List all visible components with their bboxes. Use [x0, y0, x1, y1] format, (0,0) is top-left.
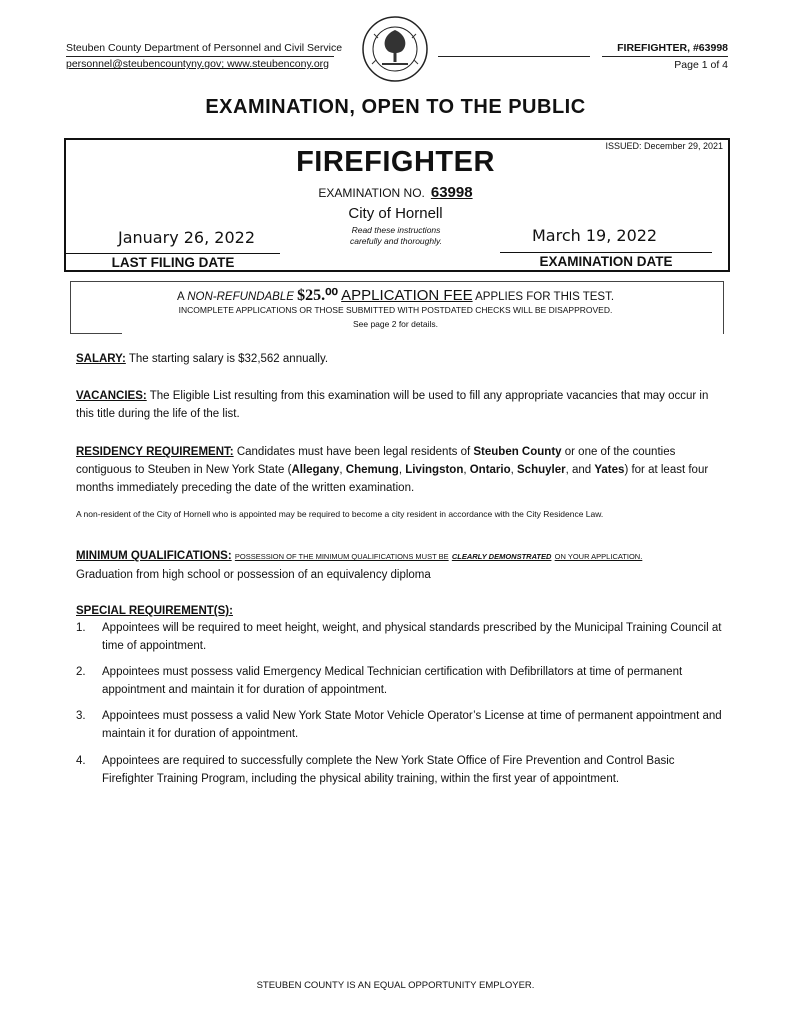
vacancies-section	[76, 387, 726, 423]
examination-date-label: EXAMINATION DATE	[500, 252, 712, 269]
salary-heading: SALARY:	[76, 353, 126, 365]
department-name: Steuben County Department of Personnel and Civil Service	[66, 42, 343, 54]
special-requirements-list	[76, 619, 726, 799]
county-ontario: Ontario	[469, 464, 511, 476]
salary-section	[76, 350, 726, 368]
position-title: FIREFIGHTER	[296, 146, 495, 178]
fee-application: APPLICATION FEE	[341, 287, 473, 304]
examination-date: March 19, 2022	[532, 226, 658, 245]
minimum-note-a: POSSESSION OF THE MINIMUM QUALIFICATIONS MUST BE	[234, 552, 449, 561]
special-requirements-heading: SPECIAL REQUIREMENT(S):	[76, 605, 233, 617]
county-seal-icon	[352, 14, 438, 84]
list-item-number: 1.	[76, 622, 86, 634]
fee-amount: $25.⁰⁰	[297, 287, 338, 304]
minimum-note-b: CLEARLY DEMONSTRATED	[451, 552, 552, 561]
residency-text-2: or one of the counties contiguous to Steuben in New York State (	[76, 446, 676, 476]
last-filing-date-label: LAST FILING DATE	[66, 253, 280, 270]
list-item-number: 4.	[76, 755, 86, 767]
salary-text: The starting salary is $32,562 annually.	[128, 353, 329, 365]
exam-type-title: EXAMINATION, OPEN TO THE PUBLIC	[205, 96, 586, 118]
fee-warning: INCOMPLETE APPLICATIONS OR THOSE SUBMITTED WITH POSTDATED CHECKS WILL BE DISAPPROVED.	[178, 305, 613, 315]
minimum-qualifications-header-line	[76, 547, 726, 566]
residency-and: and	[571, 464, 592, 476]
list-item-number: 3.	[76, 710, 86, 722]
county-allegany: Allegany	[291, 464, 340, 476]
exam-code: FIREFIGHTER, #63998	[617, 42, 728, 54]
minimum-note-c: ON YOUR APPLICATION.	[554, 552, 643, 561]
residency-note: A non-resident of the City of Hornell who is appointed may be required to become a city resident in accordance with the City Residence Law.	[76, 509, 604, 519]
county-livingston: Livingston	[405, 464, 464, 476]
special-requirements-heading-line	[76, 602, 726, 620]
fee-nonrefundable: NON-REFUNDABLE	[187, 291, 294, 303]
issued-date: ISSUED: December 29, 2021	[605, 141, 723, 151]
fee-post: APPLIES FOR THIS TEST.	[475, 291, 615, 303]
fee-pre: A	[176, 291, 184, 303]
instructions-line-2: carefully and thoroughly.	[350, 236, 442, 246]
list-item-text: Appointees must possess valid Emergency Medical Technician certification with Defibrillators at time of permanent appointment and maintain it for duration of appointment.	[102, 666, 683, 696]
instructions-note	[322, 225, 470, 247]
equal-opportunity-footer: STEUBEN COUNTY IS AN EQUAL OPPORTUNITY EMPLOYER.	[256, 980, 535, 991]
residency-county: Steuben County	[473, 446, 562, 458]
minimum-qualifications-heading: MINIMUM QUALIFICATIONS:	[76, 550, 232, 562]
exam-number-value: 63998	[430, 184, 473, 201]
instructions-line-1: Read these instructions	[351, 225, 441, 235]
residency-text-1: Candidates must have been legal residents of	[236, 446, 471, 458]
header-rule-right	[438, 56, 590, 57]
list-item-number: 2.	[76, 666, 86, 678]
header-right	[602, 40, 728, 73]
exam-number-label: EXAMINATION NO.	[318, 186, 425, 200]
minimum-qualifications-section	[76, 547, 726, 584]
city-name: City of Hornell	[348, 205, 443, 222]
county-schuyler: Schuyler	[517, 464, 566, 476]
list-item-text: Appointees must possess a valid New York State Motor Vehicle Operator’s License at time of permanent appointment and maintain it for duration of appointment.	[102, 710, 722, 740]
last-filing-date: January 26, 2022	[118, 228, 255, 247]
minimum-qualifications-text: Graduation from high school or possession of an equivalency diploma	[76, 569, 431, 581]
vacancies-text: The Eligible List resulting from this examination will be used to fill any appropriate vacancies that may occur in this title during the life of the list.	[76, 390, 709, 420]
residency-text-3: ) for at least four months immediately preceding the date of the written examination.	[76, 464, 709, 494]
county-chemung: Chemung	[345, 464, 399, 476]
list-item-text: Appointees will be required to meet height, weight, and physical standards prescribed by the Municipal Training Council at time of appointment.	[102, 622, 722, 652]
county-yates: Yates	[594, 464, 625, 476]
residency-section: RESIDENCY REQUIREMENT: Candidates must have been legal residents of Steuben County or one of the counties contiguous to Steuben in New York State (Allegany, Chemung, Livingston, Ontario, Schuyler, and Yates) for at least four months immediately preceding the date of the written examination.	[76, 446, 709, 494]
fee-line	[0, 285, 791, 305]
fee-details-note: See page 2 for details.	[352, 319, 439, 329]
exam-info-box-bottom	[64, 270, 728, 272]
fee-box-corner	[70, 333, 122, 334]
list-item-text: Appointees are required to successfully complete the New York State Office of Fire Prevention and Control Basic Firefighter Training Program, including the physical ability training, within the first year of appointment.	[102, 755, 675, 785]
residency-heading: RESIDENCY REQUIREMENT:	[76, 446, 234, 458]
header-rule-left	[66, 56, 334, 57]
page-number: Page 1 of 4	[674, 59, 728, 71]
vacancies-heading: VACANCIES:	[76, 390, 147, 402]
exam-number	[0, 184, 791, 201]
contact-links[interactable]: personnel@steubencountyny.gov; www.steubencony.org	[66, 58, 330, 70]
